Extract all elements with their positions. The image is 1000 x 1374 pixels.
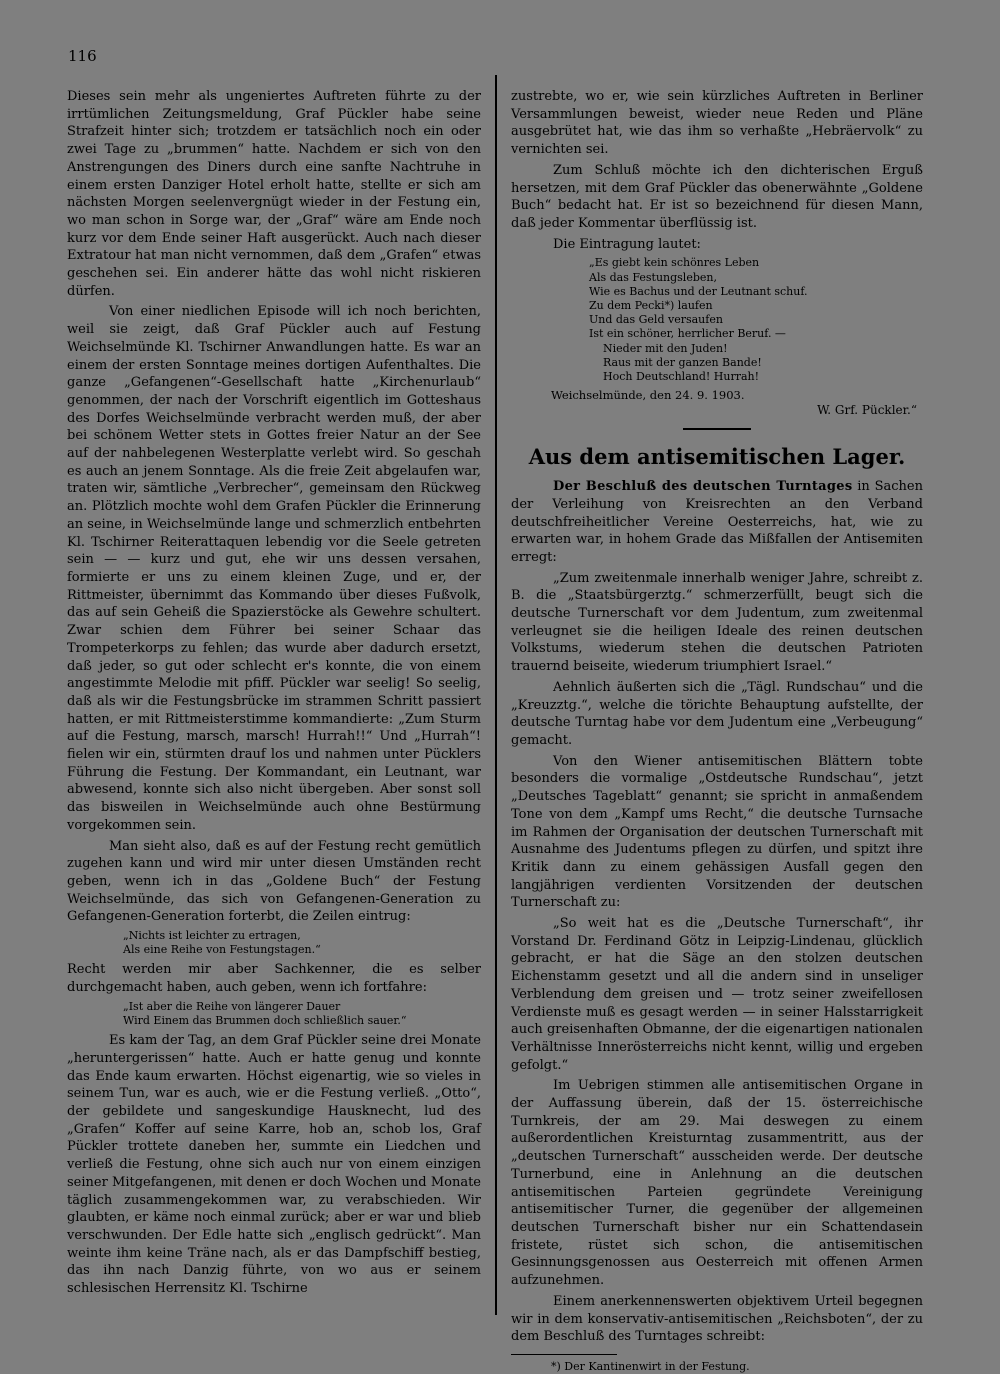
verse-line: „Nichts ist leichter zu ertragen, [123, 929, 301, 943]
right-column [511, 88, 923, 1374]
left-paragraph-3: Man sieht also, daß es auf der Festung recht gemütlich zugehen kann und wird mir unter diesen Umständen recht geben, wenn ich in das „Goldene Buch“ der Festung Weichselmünde, das sich von Gefangenen-Generation zu Gefangenen-Generation forterbt, die Zeilen eintrug: [67, 838, 481, 925]
left-column [67, 88, 481, 1301]
right-paragraph-6: Aehnlich äußerten sich die „Tägl. Rundschau“ und die „Kreuzztg.“, welche die törichte Behauptung aufstellte, der deutsche Turntag habe vor dem Judentum eine „Verbeugung“ gemacht. [511, 679, 923, 748]
left-verse-2 [123, 1000, 481, 1028]
verse-line: Wird Einem das Brummen doch schließlich sauer.“ [123, 1014, 407, 1028]
footnote-rule [511, 1354, 617, 1355]
bold-lead: Der Beschluß des deutschen Turntages [553, 479, 853, 495]
paragraph-text: in Sachen der Verleihung von Kreisrechten an den Verband deutschfreiheitlicher Vereine Oesterreichs, hat, wie zu erwarten war, in hohem Grade das Mißfallen der Antisemiten erregt: [511, 479, 923, 565]
section-separator [683, 428, 751, 430]
poem-line: Wie es Bachus und der Leutnant schuf. [589, 284, 808, 298]
left-verse-1 [123, 929, 481, 957]
right-paragraph-4 [511, 478, 923, 567]
left-paragraph-4: Recht werden mir aber Sachkenner, die es selber durchgemacht haben, auch geben, wenn ich fortfahre: [67, 962, 481, 996]
column-divider [495, 75, 497, 1315]
date-line: Weichselmünde, den 24. 9. 1903. [551, 388, 745, 403]
right-paragraph-5: „Zum zweitenmale innerhalb weniger Jahre, schreibt z. B. die „Staatsbürgerztg.“ schmerzerfüllt, beugt sich die deutsche Turnerschaft vor dem Judentum, zum zweitenmal verleugnet sie die heiligen Ideale des reinen deutschen Volkstums, wiederum stehen die deutschen Patrioten trauernd beiseite, wiederum triumphiert Israel.“ [511, 570, 923, 675]
left-paragraph-1: Dieses sein mehr als ungeniertes Auftreten führte zu der irrtümlichen Zeitungsmeldung, Graf Pückler habe seine Strafzeit hinter sich; trotzdem er tatsächlich noch ein oder zwei Tage zu „brummen“ hatte. Nachdem er sich von den Anstrengungen des Diners durch eine sanfte Nachtruhe in einem ersten Danziger Hotel erholt hatte, stellte er sich am nächsten Morgen seelenvergnügt wieder in der Festung ein, wo man schon in Sorge war, der „Graf“ wäre am Ende noch kurz vor dem Ende seiner Haft ausgerückt. Auch nach dieser Extratour hat man nicht vernommen, daß dem „Grafen“ etwas geschehen sei. Ein anderer hätte das wohl nicht riskieren dürfen. [67, 89, 481, 299]
poem-line: Zu dem Pecki*) laufen [589, 298, 713, 312]
verse-line: Als eine Reihe von Festungstagen.“ [123, 943, 321, 957]
right-paragraph-3: Die Eintragung lautet: [553, 236, 701, 252]
poem-line: Und das Geld versaufen [589, 313, 723, 327]
section-heading: Aus dem antisemitischen Lager. [528, 444, 906, 470]
right-paragraph-8: „So weit hat es die „Deutsche Turnerschaft“, ihr Vorstand Dr. Ferdinand Götz in Leipzig-Lindenau, glücklich gebracht, er hat die Säge an den stolzen deutschen Eichenstamm gesetzt und all die andern sind in unseliger Verblendung dem greisen und — trotz seiner zweifellosen Verdienste muß es gesagt werden — in seiner Halsstarrigkeit auch greisenhaften Obmanne, der die eigenartigen nationalen Verhältnisse Innerösterreichs nicht kennt, willig und ergeben gefolgt.“ [511, 916, 923, 1073]
poem-line: Raus mit der ganzen Bande! [603, 355, 762, 369]
footnote: *) Der Kantinenwirt in der Festung. [551, 1359, 750, 1373]
poem [589, 256, 923, 384]
right-paragraph-2: Zum Schluß möchte ich den dichterischen Erguß hersetzen, mit dem Graf Pückler das obenerwähnte „Goldene Buch“ bedacht hat. Er ist so bezeichnend für diesen Mann, daß jeder Kommentar überflüssig ist. [511, 162, 923, 231]
right-paragraph-7: Von den Wiener antisemitischen Blättern tobte besonders die vormalige „Ostdeutsche Rundschau“, jetzt „Deutsches Tageblatt“ genannt; sie spricht in anmaßendem Tone von dem „Kampf ums Recht,“ die deutsche Turnsache im Rahmen der Organisation der deutschen Turnerschaft mit Ausnahme des Judentums pflegen zu dürfen, und spitzt ihre Kritik dann zu einem gehässigen Ausfall gegen den langjährigen verdienten Vorsitzenden der deutschen Turnerschaft zu: [511, 753, 923, 911]
poem-line: Nieder mit den Juden! [603, 341, 728, 355]
poem-line: Hoch Deutschland! Hurrah! [603, 369, 760, 383]
right-paragraph-1: zustrebte, wo er, wie sein kürzliches Auftreten in Berliner Versammlungen beweist, wieder neue Reden und Pläne ausgebrütet hat, wie das ihm so verhaßte „Hebräervolk“ zu vernichten sei. [511, 89, 923, 158]
left-paragraph-2: Von einer niedlichen Episode will ich noch berichten, weil sie zeigt, daß Graf Pückler auch auf Festung Weichselmünde Kl. Tschirner Anwandlungen hatte. Es war an einem der ersten Sonntage meines dortigen Aufenthaltes. Die ganze „Gefangenen“-Gesellschaft hatte „Kirchenurlaub“ genommen, der nach der Vorschrift eigentlich im Gotteshaus des Dorfes Weichselmünde verbracht werden muß, der aber bei schönem Wetter stets in Gottes freier Natur an der See auf der nahbelegenen Westerplatte verlebt wird. So geschah es auch an jenem Sonntage. Als die freie Zeit abgelaufen war, traten wir, sämtliche „Verbrecher“, gemeinsam den Rückweg an. Plötzlich mochte wohl dem Grafen Pückler die Erinnerung an seine, in Weichselmünde lange und schmerzlich entbehrten Kl. Tschirner Reiterattaquen lebendig vor die Seele getreten sein — — kurz und gut, ehe wir uns dessen versahen, formierte er uns zu einem kleinen Zuge, und er, der Rittmeister, übernimmt das Kommando über dieses Fußvolk, das auf sein Geheiß die Spazierstöcke als Gewehre schultert. Zwar schien dem Führer bei seiner Schaar das Trompeterkorps zu fehlen; das wurde aber dadurch ersetzt, daß jeder, so gut oder schlecht er's konnte, die von einem angestimmte Melodie mit pfiff. Pückler war seelig! So seelig, daß als wir die Festungsbrücke im strammen Schritt passiert hatten, er mit Rittmeisterstimme kommandierte: „Zum Sturm auf die Festung, marsch, marsch! Hurrah!!“ Und „Hurrah“! fielen wir ein, stürmten drauf los und nahmen unter Pücklers Führung die Festung. Der Kommandant, ein Leutnant, war abwesend, konnte sich also nicht übergeben. Aber sonst soll das bisweilen in Weichselmünde auch ohne Bestürmung vorgekommen sein. [67, 304, 481, 833]
right-paragraph-10: Einem anerkennenswerten objektivem Urteil begegnen wir in dem konservativ-antisemitischen „Reichsboten“, der zu dem Beschluß des Turntages schreibt: [511, 1293, 923, 1345]
poem-line: Ist ein schöner, herrlicher Beruf. — [589, 327, 786, 341]
poem-line: Als das Festungsleben, [589, 270, 717, 284]
signature: W. Grf. Pückler.“ [817, 403, 917, 418]
right-paragraph-9: Im Uebrigen stimmen alle antisemitischen Organe in der Auffassung überein, daß der 15. österreichische Turnkreis, der am 29. Mai deswegen zu einem außerordentlichen Kreisturntag zusammentritt, aus der „deutschen Turnerschaft“ ausscheiden werde. Der deutsche Turnerbund, eine in Anlehnung an die deutschen antisemitischen Parteien gegründete Vereinigung antisemitischer Turner, die gegenüber der allgemeinen deutschen Turnerschaft bisher nur ein Schattendasein fristete, rüstet sich schon, die antisemitischen Gesinnungsgenossen aus Oesterreich mit offenen Armen aufzunehmen. [511, 1078, 923, 1289]
page-number: 116 [68, 47, 97, 65]
poem-line: „Es giebt kein schönres Leben [589, 256, 760, 270]
left-paragraph-5: Es kam der Tag, an dem Graf Pückler seine drei Monate „heruntergerissen“ hatte. Auch er hatte genug und konnte das Ende kaum erwarten. Höchst eigenartig, wie so vieles in seinem Tun, war es auch, wie er die Festung verließ. „Otto“, der gebildete und sangeskundige Hausknecht, lud des „Grafen“ Koffer auf seine Karre, hob an, schob los, Graf Pückler trottete daneben her, summte ein Liedchen und verließ die Festung, ohne sich auch nur von einem einzigen seiner Mitgefangenen, mit denen er doch Wochen und Monate täglich zusammengekommen war, zu verabschieden. Wir glaubten, er käme noch einmal zurück; aber er war und blieb verschwunden. Der Edle hatte sich „englisch gedrückt“. Man weinte ihm keine Träne nach, als er das Dampfschiff bestieg, das ihn nach Danzig führte, von wo aus er seinem schlesischen Herrensitz Kl. Tschirne [67, 1033, 481, 1297]
verse-line: „Ist aber die Reihe von längerer Dauer [123, 999, 341, 1013]
